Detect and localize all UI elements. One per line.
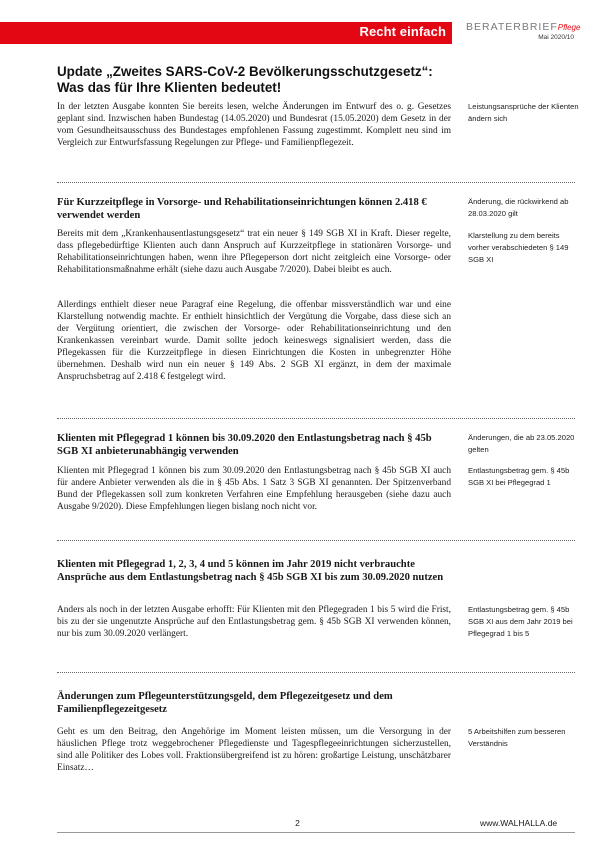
brand-accent: Pflege: [557, 23, 581, 32]
paragraph-pflegeunterstuetzungsgeld: Geht es um den Beitrag, den Angehörige im Moment leisten müssen, um die Versorgung in der häuslichen Pflege trotz weggebrochener Pflegedienste und Tagespflegeeinrichtungen sicherzustellen, sind alle Politiker des Lobes voll. Fraktionsübergreifend ist zu hören: großartige Leistung, unschätzbarer Einsatz…: [57, 727, 451, 773]
section-divider: [57, 182, 575, 183]
issue-number: Mai 2020/10: [538, 34, 574, 41]
category-banner: [0, 22, 452, 44]
page-number: 2: [295, 818, 300, 828]
paragraph-pflegegrad-1-5: Anders als noch in der letzten Ausgabe erhofft: Für Klienten mit den Pflegegraden 1 bis 5 wird die Frist, bis zu der sie ungenutzte Ansprüche auf den Entlastungsbetrag gem. § 45b SGB XI verwenden können, nur bis zum 30.09.2020 verlängert.: [57, 605, 451, 639]
brand-name-text: BERATERBRIEF: [466, 21, 558, 33]
article-headline: Update „Zweites SARS-CoV-2 Bevölkerungsschutzgesetz“: Was das für Ihre Klienten bedeutet!: [57, 64, 433, 95]
paragraph-kurzzeitpflege-2: Allerdings enthielt dieser neue Paragraf eine Regelung, die offenbar missverständlich war und eine Klarstellung notwendig machte. Er enthielt hinsichtlich der Vergütung die Vorgabe, dass diese sich an der Vergütung orientiert, die zwischen der Vorsorge- oder Rehabilitationseinrichtung und den Krankenkassen vereinbart wurde. Damit sollte jedoch keineswegs signalisiert werden, dass die Pflegekassen für die Kurzzeitpflege in diesen Einrichtungen die Kosten in unbegrenzter Höhe übernehmen. Deshalb wird nun ein neuer § 149 Abs. 2 SGB XI ergänzt, in dem der maximale Anspruchsbetrag auf 2.418 € festgelegt wird.: [57, 300, 451, 382]
section-divider: [57, 418, 575, 419]
margin-note-kurzzeitpflege-2: Klarstellung zu dem bereits vorher verabschiedeten § 149 SGB XI: [468, 231, 569, 264]
section-divider: [57, 672, 575, 673]
margin-note-kurzzeitpflege-1: Änderung, die rückwirkend ab 28.03.2020 gilt: [468, 197, 569, 218]
publisher-website: www.WALHALLA.de: [480, 818, 558, 828]
section-heading-pflegegrad-1: Klienten mit Pflegegrad 1 können bis 30.09.2020 den Entlastungsbetrag nach § 45b SGB XI anbieterunabhängig verwenden: [57, 433, 432, 457]
section-heading-pflegegrad-1-5: Klienten mit Pflegegrad 1, 2, 3, 4 und 5 können im Jahr 2019 nicht verbrauchte Ansprüche aus dem Entlastungsbetrag nach § 45b SGB XI bis zum 30.09.2020 nutzen: [57, 559, 444, 583]
publication-brand: [466, 21, 581, 41]
category-label: Recht einfach: [359, 24, 446, 39]
intro-margin-note: Leistungsansprüche der Klienten ändern sich: [468, 102, 579, 123]
footer-rule: [57, 832, 575, 833]
paragraph-kurzzeitpflege-1: Bereits mit dem „Krankenhausentlastungsgesetz“ trat ein neuer § 149 SGB XI in Kraft. Dieser regelte, dass pflegebedürftige Klienten auch dann Anspruch auf Kurzzeitpflege in stationären Vorsorge- und Rehabilitationseinrichtungen haben, wenn ihre Pflegeperson dort nicht zeitgleich eine Vorsorge- oder Rehabilitationsmaßnahme erhält (siehe dazu auch Ausgabe 7/2020). Dabei bleibt es auch.: [57, 229, 451, 275]
margin-note-pflegegrad-1-5: Entlastungsbetrag gem. § 45b SGB XI aus dem Jahr 2019 bei Pflegegrad 1 bis 5: [468, 605, 573, 638]
section-heading-kurzzeitpflege: Für Kurzzeitpflege in Vorsorge- und Rehabilitationseinrichtungen können 2.418 € verwendet werden: [57, 197, 427, 221]
section-divider: [57, 540, 575, 541]
intro-paragraph: In der letzten Ausgabe konnten Sie bereits lesen, welche Änderungen im Entwurf des o. g. Gesetzes geplant sind. Inzwischen haben Bundestag (14.05.2020) und Bundesrat (15.05.2020) dem Gesetz in der vom Gesundheitsausschuss des Bundestages empfohlenen Fassung zugestimmt. Komplett neu sind im Vergleich zur Entwurfsfassung Regelungen zur Pflege- und Familienpflegezeit.: [57, 102, 451, 148]
margin-note-pflegegrad-1-b: Entlastungsbetrag gem. § 45b SGB XI bei Pflegegrad 1: [468, 466, 570, 487]
section-heading-pflegeunterstuetzungsgeld: Änderungen zum Pflegeunterstützungsgeld, dem Pflegezeitgesetz und dem Familienpflegezeitgesetz: [57, 691, 393, 715]
paragraph-pflegegrad-1: Klienten mit Pflegegrad 1 können bis zum 30.09.2020 den Entlastungsbetrag nach § 45b SGB XI auch für andere Anbieter verwenden als die in § 45b Abs. 1 Satz 3 SGB XI genannten. Der Spitzenverband Bund der Pflegekassen soll zum konkreten Verfahren eine Empfehlung herausgeben (siehe dazu auch Ausgabe 9/2020). Diese Empfehlungen liegen bislang noch nicht vor.: [57, 466, 451, 512]
brand-name: [466, 21, 581, 33]
margin-note-pflegegrad-1-a: Änderungen, die ab 23.05.2020 gelten: [468, 433, 575, 454]
margin-note-arbeitshilfen: 5 Arbeitshilfen zum besseren Verständnis: [468, 727, 566, 748]
